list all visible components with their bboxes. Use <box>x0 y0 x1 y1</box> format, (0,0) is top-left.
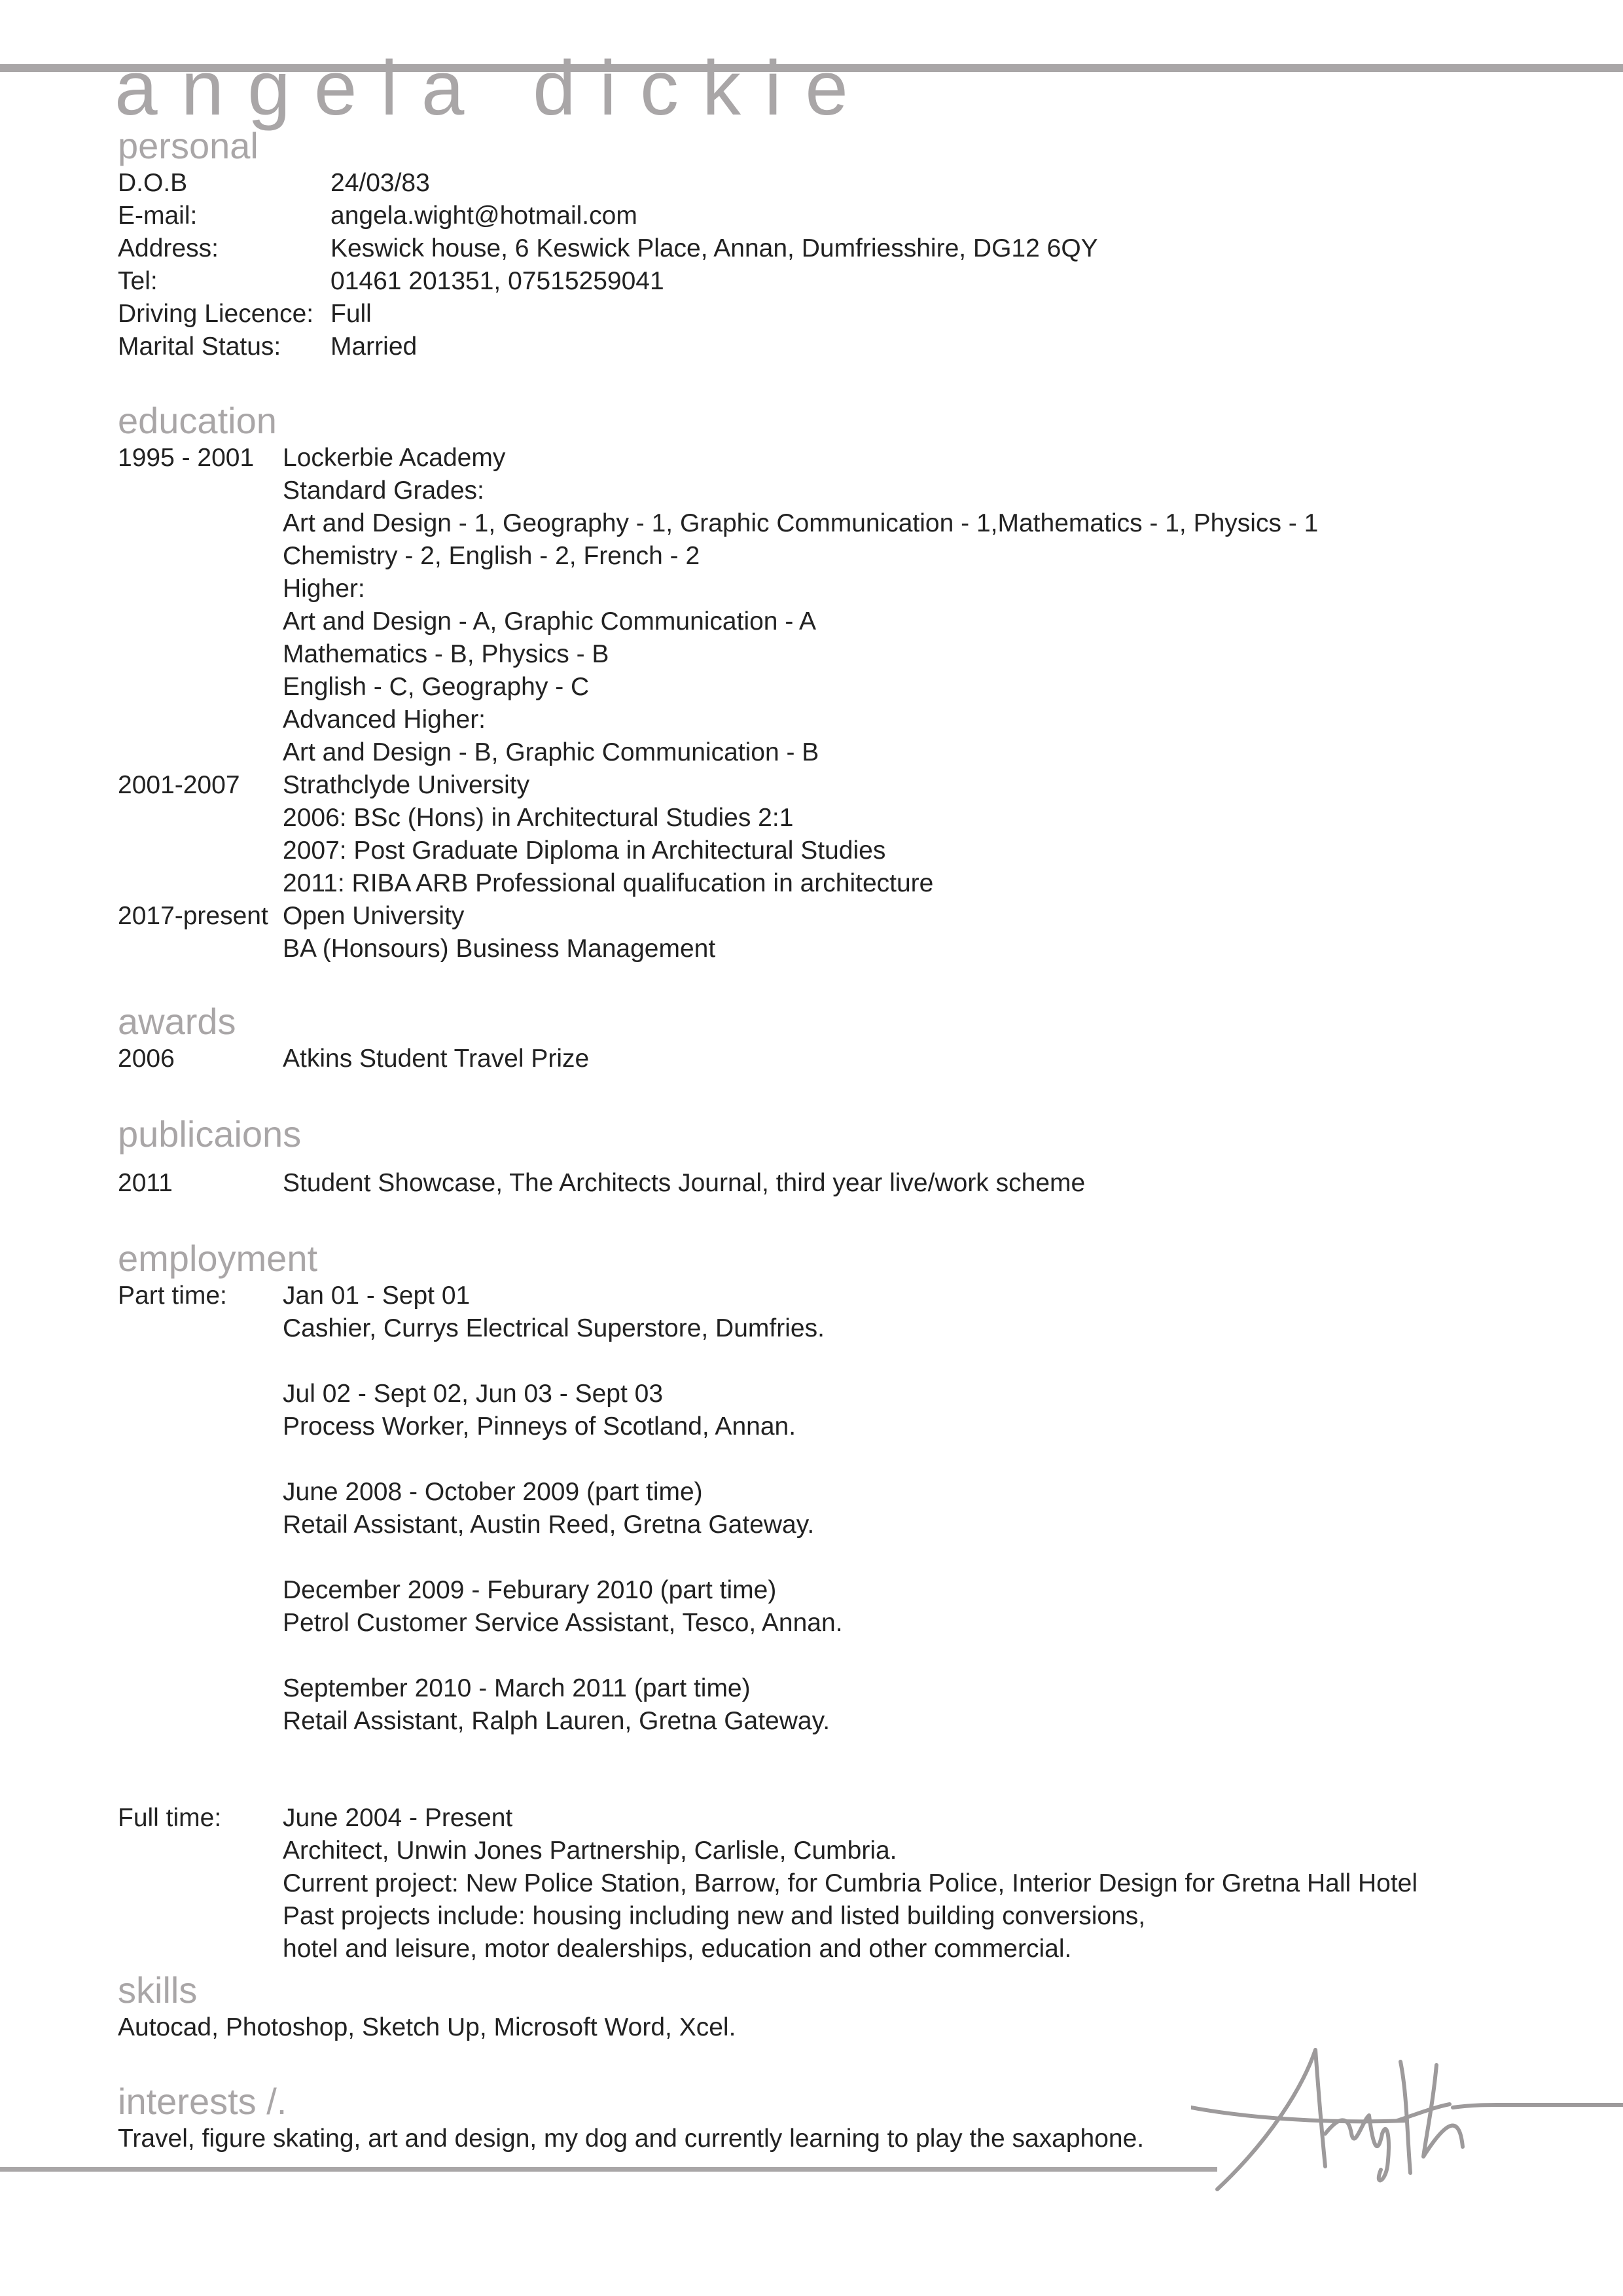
education-text: 2011: RIBA ARB Professional qualifucation in architecture <box>283 869 934 897</box>
education-text: Advanced Higher: <box>283 706 486 734</box>
award-text: Atkins Student Travel Prize <box>283 1045 590 1073</box>
education-text: 2007: Post Graduate Diploma in Architectural Studies <box>283 836 886 865</box>
employment-text: Petrol Customer Service Assistant, Tesco, Annan. <box>283 1609 843 1637</box>
employment-text: Architect, Unwin Jones Partnership, Carlisle, Cumbria. <box>283 1837 897 1865</box>
employment-text: June 2008 - October 2009 (part time) <box>283 1478 703 1506</box>
employment-text: Past projects include: housing including new and listed building conversions, <box>283 1902 1146 1930</box>
signature-image <box>1191 2042 1623 2199</box>
education-text: Art and Design - 1, Geography - 1, Graphic Communication - 1,Mathematics - 1, Physics - 1 <box>283 509 1319 537</box>
education-text: Standard Grades: <box>283 476 484 505</box>
employment-heading: employment <box>118 1238 318 1279</box>
personal-label: Marital Status: <box>118 332 281 361</box>
employment-text: Current project: New Police Station, Barrow, for Cumbria Police, Interior Design for Gretna Hall Hotel <box>283 1869 1418 1897</box>
skills-text: Autocad, Photoshop, Sketch Up, Microsoft Word, Xcel. <box>118 2013 736 2041</box>
education-text: 2006: BSc (Hons) in Architectural Studies 2:1 <box>283 804 794 832</box>
personal-label: D.O.B <box>118 169 188 197</box>
employment-text: Cashier, Currys Electrical Superstore, Dumfries. <box>283 1314 825 1342</box>
education-text: Strathclyde University <box>283 771 530 799</box>
email-value: angela.wight@hotmail.com <box>330 202 637 230</box>
education-text: BA (Honsours) Business Management <box>283 935 716 963</box>
awards-heading: awards <box>118 1001 236 1042</box>
award-year: 2006 <box>118 1045 175 1073</box>
education-text: Chemistry - 2, English - 2, French - 2 <box>283 542 700 570</box>
tel-value: 01461 201351, 07515259041 <box>330 267 664 295</box>
employment-text: June 2004 - Present <box>283 1804 513 1832</box>
employment-text: Jul 02 - Sept 02, Jun 03 - Sept 03 <box>283 1380 664 1408</box>
employment-text: Retail Assistant, Ralph Lauren, Gretna Gateway. <box>283 1707 830 1735</box>
licence-value: Full <box>330 300 372 328</box>
interests-text: Travel, figure skating, art and design, my dog and currently learning to play the saxaphone. <box>118 2125 1145 2153</box>
personal-label: Tel: <box>118 267 158 295</box>
part-time-label: Part time: <box>118 1282 227 1310</box>
candidate-name: angela dickie <box>115 45 872 132</box>
education-text: Open University <box>283 902 465 930</box>
employment-text: Jan 01 - Sept 01 <box>283 1282 471 1310</box>
employment-text: hotel and leisure, motor dealerships, education and other commercial. <box>283 1935 1072 1963</box>
publications-heading: publicaions <box>118 1113 302 1155</box>
employment-text: Process Worker, Pinneys of Scotland, Annan. <box>283 1412 796 1441</box>
employment-text: Retail Assistant, Austin Reed, Gretna Gateway. <box>283 1511 815 1539</box>
address-value: Keswick house, 6 Keswick Place, Annan, Dumfriesshire, DG12 6QY <box>330 234 1098 262</box>
education-heading: education <box>118 400 277 441</box>
personal-label: E-mail: <box>118 202 198 230</box>
education-text: Art and Design - A, Graphic Communication - A <box>283 607 817 636</box>
education-text: Higher: <box>283 575 365 603</box>
education-date: 1995 - 2001 <box>118 444 255 472</box>
personal-label: Driving Liecence: <box>118 300 314 328</box>
education-text: English - C, Geography - C <box>283 673 590 701</box>
employment-text: December 2009 - Feburary 2010 (part time) <box>283 1576 777 1604</box>
publication-year: 2011 <box>118 1169 173 1197</box>
education-text: Lockerbie Academy <box>283 444 506 472</box>
personal-heading: personal <box>118 125 259 166</box>
full-time-label: Full time: <box>118 1804 222 1832</box>
bottom-rule <box>0 2167 1217 2172</box>
publication-text: Student Showcase, The Architects Journal, third year live/work scheme <box>283 1169 1086 1197</box>
education-text: Art and Design - B, Graphic Communication - B <box>283 738 819 766</box>
education-date: 2017-present <box>118 902 268 930</box>
interests-heading: interests /. <box>118 2081 287 2122</box>
personal-label: Address: <box>118 234 219 262</box>
skills-heading: skills <box>118 1969 198 2011</box>
marital-value: Married <box>330 332 418 361</box>
education-text: Mathematics - B, Physics - B <box>283 640 609 668</box>
education-date: 2001-2007 <box>118 771 240 799</box>
personal-value: 24/03/83 <box>330 169 430 197</box>
employment-text: September 2010 - March 2011 (part time) <box>283 1674 751 1702</box>
